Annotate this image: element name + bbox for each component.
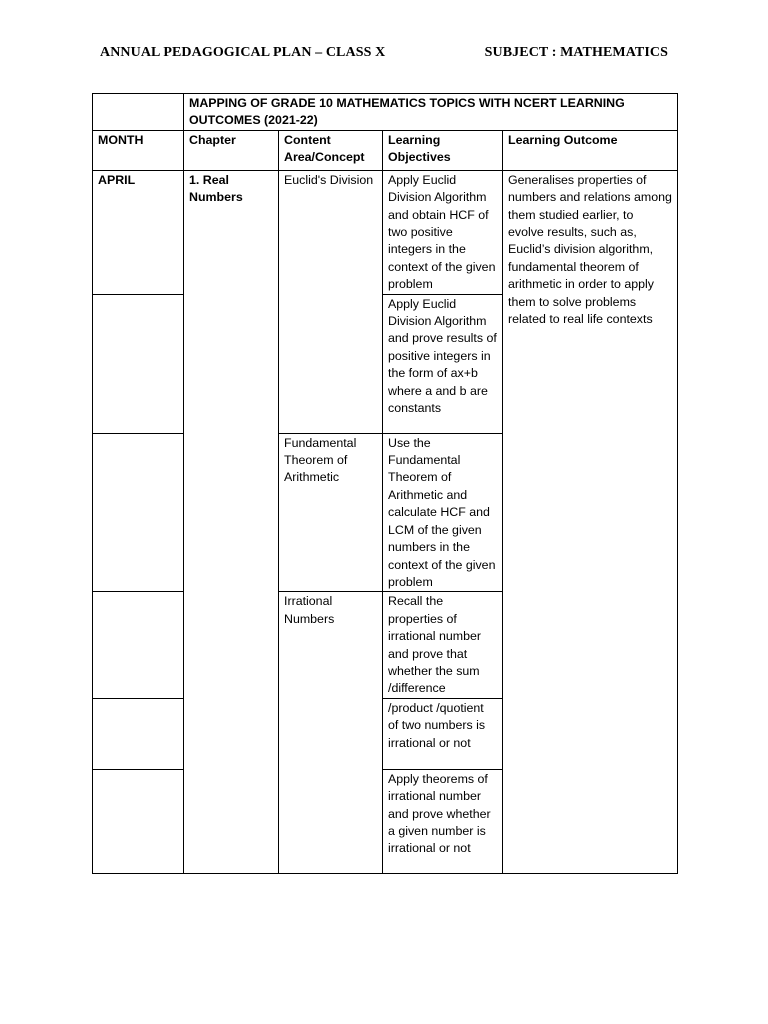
- month-blank-cell: [93, 592, 184, 698]
- document-title: ANNUAL PEDAGOGICAL PLAN – CLASS X: [100, 45, 386, 60]
- column-header-chapter: Chapter: [184, 130, 279, 170]
- month-blank-cell: [93, 769, 184, 873]
- outcome-cell: Generalises properties of numbers and relations among them studied earlier, to evolve results, such as, Euclid’s division algorithm, fundamental theorem of arithmetic in order to apply them to solve problems related to real life contexts: [503, 170, 678, 873]
- month-cell: APRIL: [93, 170, 184, 294]
- objective-cell: Apply Euclid Division Algorithm and prove results of positive integers in the form of ax+b where a and b are constants: [383, 294, 503, 433]
- subject-label: SUBJECT : MATHEMATICS: [484, 45, 668, 60]
- month-blank-cell: [93, 433, 184, 592]
- table-row: [93, 170, 678, 294]
- column-header-objectives: Learning Objectives: [383, 130, 503, 170]
- objective-cell: Apply Euclid Division Algorithm and obtain HCF of two positive integers in the context of the given problem: [383, 170, 503, 294]
- pedagogical-plan-table: [92, 93, 678, 874]
- table-header-row: [93, 130, 678, 170]
- objective-cell: Apply theorems of irrational number and prove whether a given number is irrational or not: [383, 769, 503, 873]
- month-blank-cell: [93, 698, 184, 769]
- concept-cell: Irrational Numbers: [279, 592, 383, 873]
- objective-cell: Recall the properties of irrational number and prove that whether the sum /difference: [383, 592, 503, 698]
- table-title: MAPPING OF GRADE 10 MATHEMATICS TOPICS WITH NCERT LEARNING OUTCOMES (2021-22): [184, 94, 678, 131]
- column-header-content: Content Area/Concept: [279, 130, 383, 170]
- month-blank-cell: [93, 294, 184, 433]
- title-blank-cell: [93, 94, 184, 131]
- column-header-outcome: Learning Outcome: [503, 130, 678, 170]
- objective-cell: Use the Fundamental Theorem of Arithmetic and calculate HCF and LCM of the given numbers in the context of the given problem: [383, 433, 503, 592]
- concept-cell: Fundamental Theorem of Arithmetic: [279, 433, 383, 592]
- table-title-row: [93, 94, 678, 131]
- objective-cell: /product /quotient of two numbers is irrational or not: [383, 698, 503, 769]
- concept-cell: Euclid's Division: [279, 170, 383, 433]
- chapter-cell: 1. Real Numbers: [184, 170, 279, 873]
- column-header-month: MONTH: [93, 130, 184, 170]
